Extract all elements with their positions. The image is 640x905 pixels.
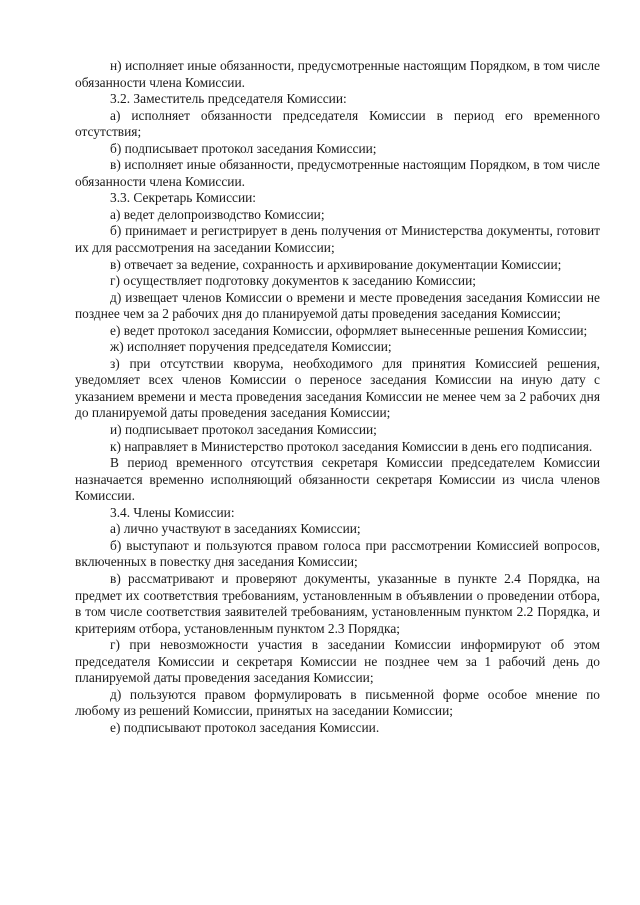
paragraph-3-2-a: а) исполняет обязанности председателя Комиссии в период его временного отсутствия; bbox=[75, 107, 600, 140]
paragraph-3-3-g: г) осуществляет подготовку документов к заседанию Комиссии; bbox=[110, 273, 476, 289]
paragraph-3-4-d: д) пользуются правом формулировать в письменной форме особое мнение по любому из решений Комиссии, принятых на заседании Комиссии; bbox=[75, 686, 600, 719]
paragraph-3-3-b: б) принимает и регистрирует в день получения от Министерства документы, готовит их для рассмотрения на заседании Комиссии; bbox=[75, 223, 600, 256]
paragraph-3-3-e: е) ведет протокол заседания Комиссии, оформляет вынесенные решения Комиссии; bbox=[110, 322, 588, 338]
paragraph-3-2-v: в) исполняет иные обязанности, предусмотренные настоящим Порядком, в том числе обязанности члена Комиссии. bbox=[75, 157, 600, 189]
paragraph-3-4-e: е) подписывают протокол заседания Комиссии. bbox=[110, 719, 380, 735]
paragraph-secretary-absence: В период временного отсутствия секретаря Комиссии председателем Комиссии назначается временно исполняющий обязанности секретаря Комиссии из числа членов Комиссии. bbox=[75, 455, 600, 504]
paragraph-3-3-zh: ж) исполняет поручения председателя Комиссии; bbox=[110, 339, 392, 355]
paragraph-3-2-b: б) подписывает протокол заседания Комиссии; bbox=[110, 140, 377, 156]
paragraph-3-3-d: д) извещает членов Комиссии о времени и месте проведения заседания Комиссии не позднее чем за 2 рабочих дня до планируемой даты проведения заседания Комиссии; bbox=[75, 289, 600, 322]
heading-3-4: 3.4. Члены Комиссии: bbox=[110, 504, 235, 520]
paragraph-3-3-a: а) ведет делопроизводство Комиссии; bbox=[110, 206, 325, 222]
paragraph-3-3-v: в) отвечает за ведение, сохранность и архивирование документации Комиссии; bbox=[110, 256, 562, 272]
paragraph-3-3-k: к) направляет в Министерство протокол заседания Комиссии в день его подписания. bbox=[110, 438, 593, 454]
heading-3-3: 3.3. Секретарь Комиссии: bbox=[110, 190, 257, 206]
paragraph-3-4-a: а) лично участвуют в заседаниях Комиссии; bbox=[110, 521, 361, 537]
paragraph-3-4-b: б) выступают и пользуются правом голоса при рассмотрении Комиссией вопросов, включенных в повестку дня заседания Комиссии; bbox=[75, 537, 600, 570]
paragraph-3-1-n: н) исполняет иные обязанности, предусмотренные настоящим Порядком, в том числе обязанности члена Комиссии. bbox=[75, 58, 600, 90]
paragraph-3-4-v: в) рассматривают и проверяют документы, указанные в пункте 2.4 Порядка, на предмет их соответствия требованиям, установленным в объявлении о проведении отбора, в том числе соответствия заявителей требованиям, установленным пунктом 2.2 Порядка, и критериям отбора, установленным пунктом 2.3 Порядка; bbox=[75, 570, 600, 636]
paragraph-3-3-i: и) подписывает протокол заседания Комиссии; bbox=[110, 422, 377, 438]
paragraph-3-3-z: з) при отсутствии кворума, необходимого для принятия Комиссией решения, уведомляет всех членов Комиссии о переносе заседания Комиссии на иную дату с указанием времени и места проведения заседания Комиссии не менее чем за 2 рабочих дня до планируемой даты проведения заседания Комиссии; bbox=[75, 355, 600, 421]
paragraph-3-4-g: г) при невозможности участия в заседании Комиссии информируют об этом председателя Комиссии и секретаря Комиссии не позднее чем за 1 рабочий день до планируемой даты проведения заседания Комиссии; bbox=[75, 637, 600, 686]
heading-3-2: 3.2. Заместитель председателя Комиссии: bbox=[110, 91, 347, 107]
